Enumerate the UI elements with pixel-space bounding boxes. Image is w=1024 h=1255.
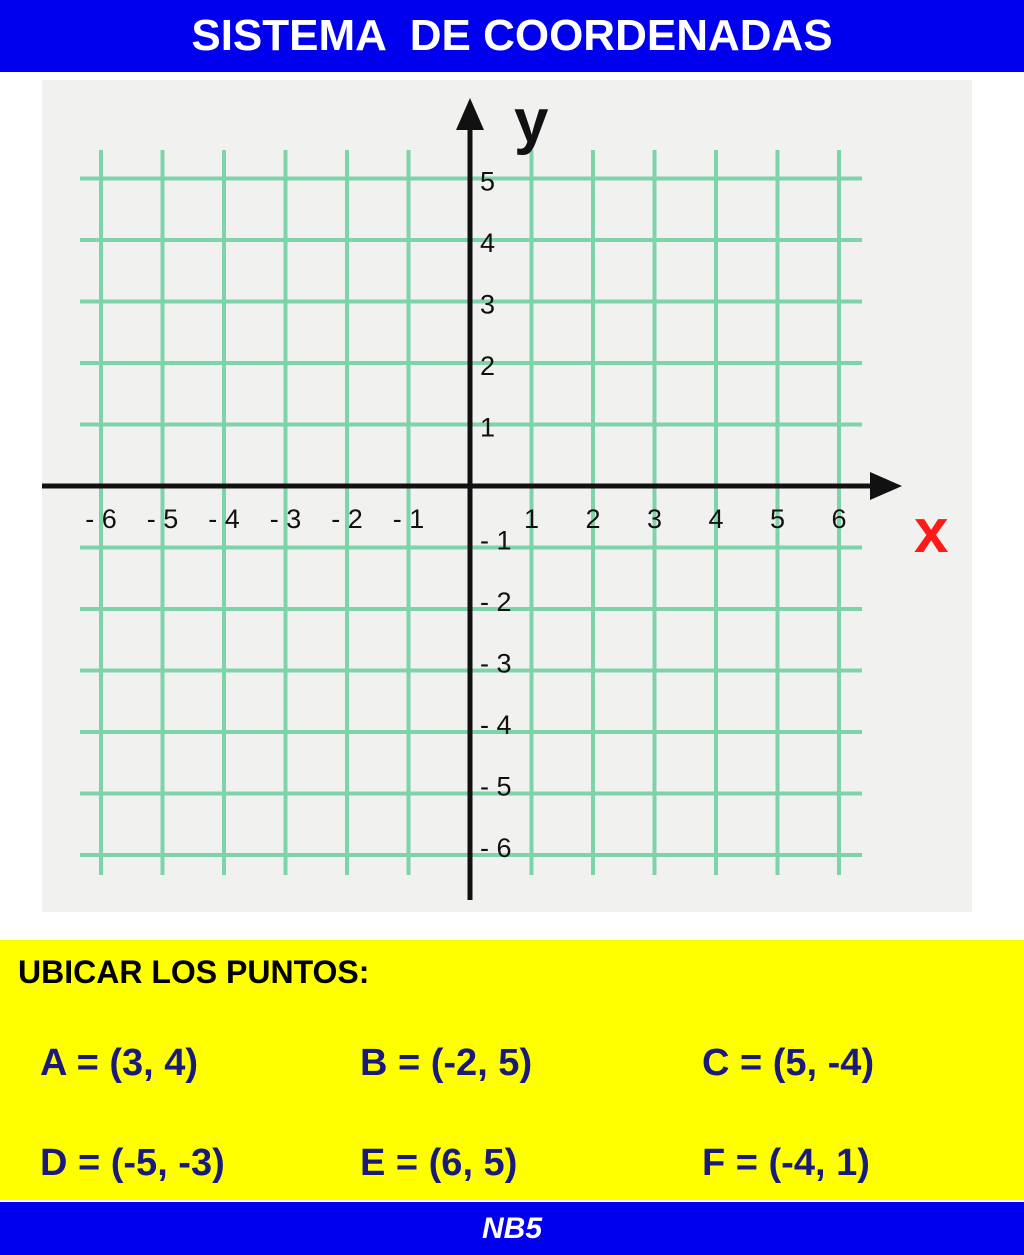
y-tick-label: 1 — [480, 412, 496, 443]
y-tick-label: - 5 — [480, 771, 512, 802]
coordinate-plane-svg — [42, 80, 972, 912]
point-f: F = (-4, 1) — [702, 1142, 870, 1184]
page-title: SISTEMA DE COORDENADAS — [191, 11, 833, 60]
x-tick-label: - 5 — [146, 504, 179, 534]
y-tick-label: 5 — [480, 166, 496, 197]
footer-label: NB5 — [481, 1211, 542, 1245]
y-tick-label: - 2 — [480, 587, 512, 617]
point-e: E = (6, 5) — [360, 1142, 518, 1184]
point-c: C = (5, -4) — [702, 1042, 875, 1084]
y-tick-label: - 4 — [480, 710, 512, 740]
x-tick-label: 4 — [708, 504, 724, 534]
point-b: B = (-2, 5) — [360, 1042, 533, 1084]
title-bar — [0, 0, 1024, 72]
point-d: D = (-5, -3) — [40, 1142, 225, 1184]
axes — [42, 98, 902, 900]
y-tick-label: 4 — [480, 228, 496, 258]
x-tick-label: 5 — [769, 504, 786, 534]
x-tick-label: - 3 — [269, 504, 302, 534]
x-tick-label: - 6 — [85, 504, 117, 534]
x-tick-label: 1 — [523, 504, 540, 534]
point-a: A = (3, 4) — [40, 1042, 199, 1084]
x-axis-label: x — [914, 497, 949, 566]
x-tick-label: - 1 — [392, 504, 425, 534]
y-tick-label: - 1 — [480, 525, 512, 556]
coordinate-plane — [42, 80, 972, 912]
x-tick-label: 3 — [646, 504, 663, 534]
y-tick-label: 3 — [480, 289, 496, 320]
x-axis-arrow-icon — [870, 472, 902, 500]
footer-bar — [0, 1202, 1024, 1255]
x-tick-label: - 4 — [208, 504, 240, 534]
x-tick-label: 2 — [585, 504, 601, 534]
y-tick-label: - 6 — [480, 833, 512, 863]
y-tick-label: - 3 — [480, 648, 512, 679]
tick-labels — [85, 167, 846, 864]
y-tick-label: 2 — [480, 351, 496, 381]
task-heading: UBICAR LOS PUNTOS: — [18, 954, 370, 990]
y-axis-arrow-icon — [456, 98, 484, 130]
x-tick-label: - 2 — [331, 504, 363, 534]
task-panel — [0, 940, 1024, 1200]
x-tick-label: 6 — [831, 504, 847, 534]
y-axis-label: y — [514, 87, 549, 156]
